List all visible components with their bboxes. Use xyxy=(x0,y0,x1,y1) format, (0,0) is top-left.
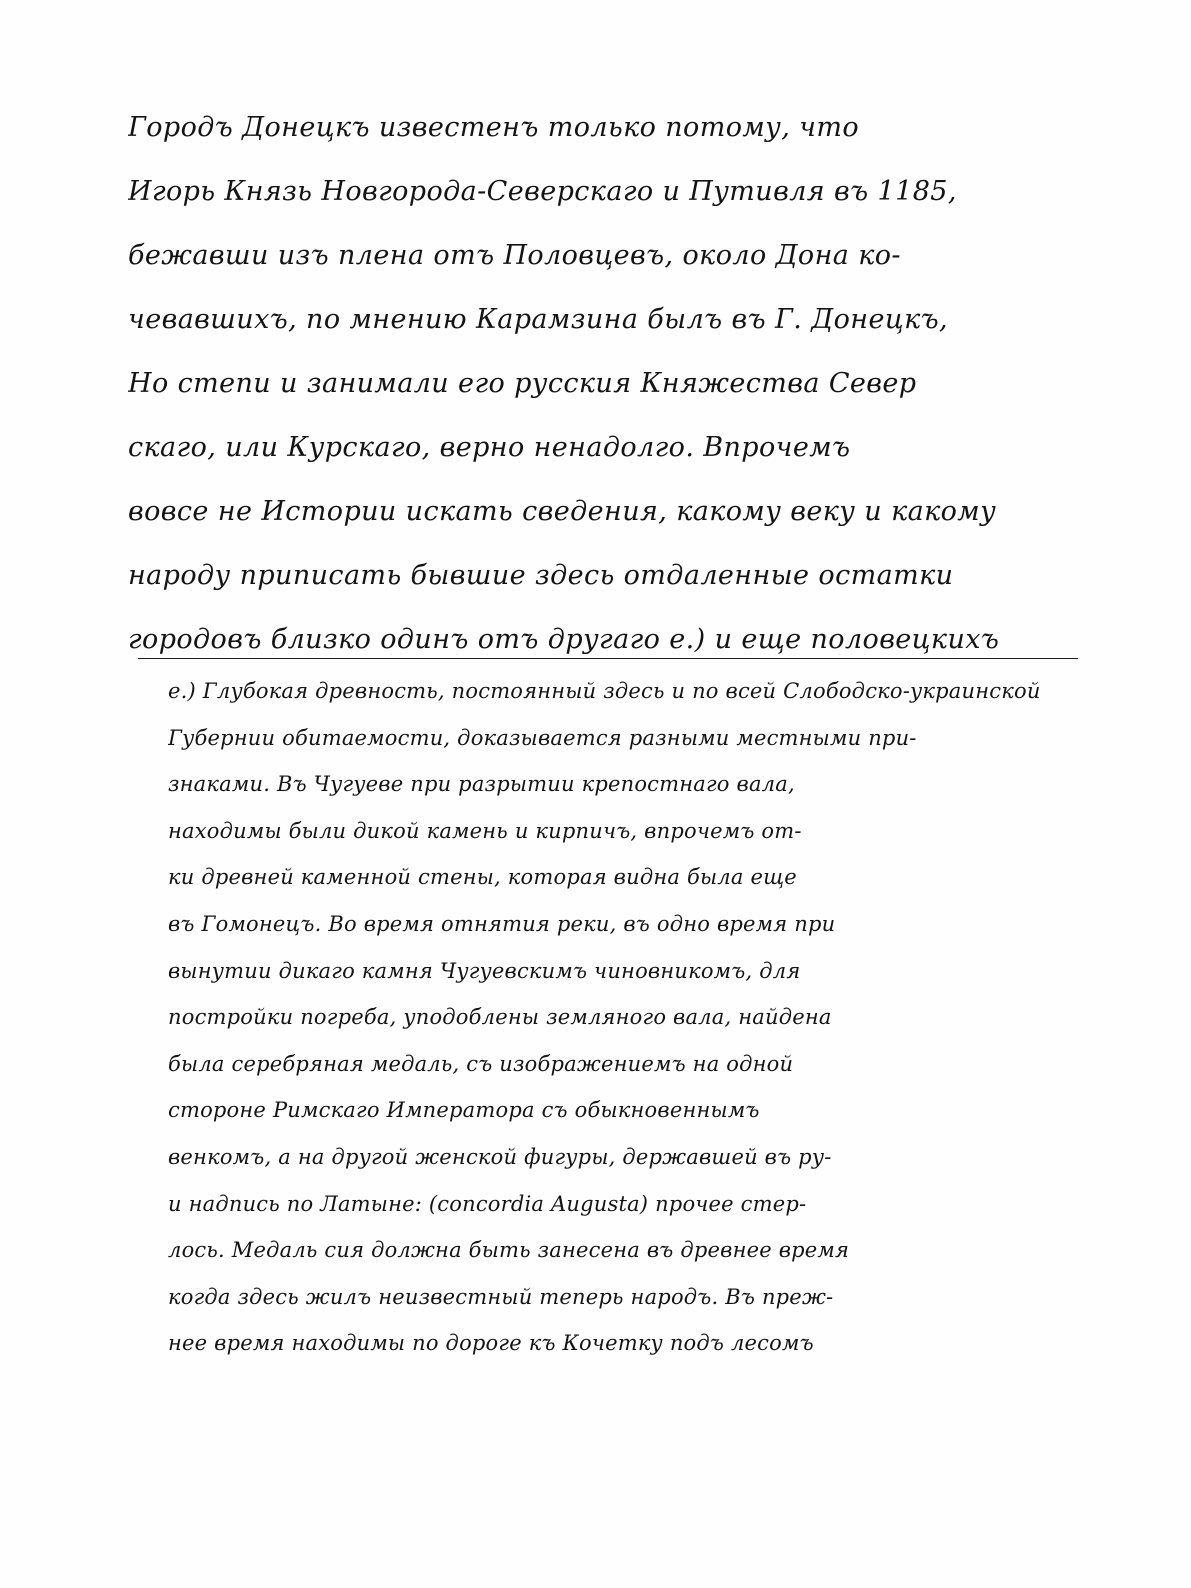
footnote-line: постройки погреба, уподоблены земляного вала, найдена xyxy=(168,1005,832,1030)
footnote-line: была серебряная медаль, съ изображениемъ на одной xyxy=(168,1051,794,1076)
footnote-block xyxy=(168,668,1093,1367)
footnote-line: вынутии дикаго камня Чугуевскимъ чиновникомъ, для xyxy=(168,958,801,983)
footnote-line: е.) Глубокая древность, постоянный здесь и по всей Слободско-украинской xyxy=(168,679,1041,703)
footnote-line: и надпись по Латыне: (concordia Augusta) прочее стер- xyxy=(168,1191,807,1216)
footnote-line: венкомъ, а на другой женской фигуры, державшей въ ру- xyxy=(168,1144,832,1169)
main-text-line: вовсе не Истории искать сведения, какому веку и какому xyxy=(128,496,997,527)
main-text-line: народу приписать бывшие здесь отдаленные остатки xyxy=(128,560,954,591)
footnote-line: находимы были дикой камень и кирпичъ, впрочемъ от- xyxy=(168,818,802,843)
footnote-line: въ Гомонецъ. Во время отнятия реки, въ одно время при xyxy=(168,911,836,936)
footnote-line: когда здесь жилъ неизвестный теперь народъ. Въ преж- xyxy=(168,1284,834,1309)
main-text-line: Городъ Донецкъ известенъ только потому, что xyxy=(128,112,860,143)
footnote-line: знаками. Въ Чугуеве при разрытии крепостнаго вала, xyxy=(168,772,795,797)
footnote-line: нее время находимы по дороге къ Кочетку подъ лесомъ xyxy=(168,1331,814,1356)
footnote-divider xyxy=(138,658,1078,659)
footnote-line: лось. Медаль сия должна быть занесена въ древнее время xyxy=(168,1238,850,1263)
main-text-line: чевавшихъ, по мнению Карамзина былъ въ Г. Донецкъ, xyxy=(128,304,948,335)
main-text-line: бежавши изъ плена отъ Половцевъ, около Дона ко- xyxy=(128,240,901,271)
main-text-line: Игорь Князь Новгорода-Северскаго и Путивля въ 1185, xyxy=(128,176,957,207)
main-text-line: Но степи и занимали его русския Княжества Север xyxy=(128,368,917,399)
footnote-line: ки древней каменной стены, которая видна была еще xyxy=(168,865,797,890)
footnote-line: стороне Римскаго Императора съ обыкновеннымъ xyxy=(168,1098,760,1123)
footnote-line: Губернии обитаемости, доказывается разными местными при- xyxy=(168,725,917,750)
main-text-line: городовъ близко одинъ отъ другаго е.) и еще половецкихъ xyxy=(128,624,1000,655)
main-text-line: скаго, или Курскаго, верно ненадолго. Впрочемъ xyxy=(128,432,851,463)
main-text-block xyxy=(128,96,1088,672)
